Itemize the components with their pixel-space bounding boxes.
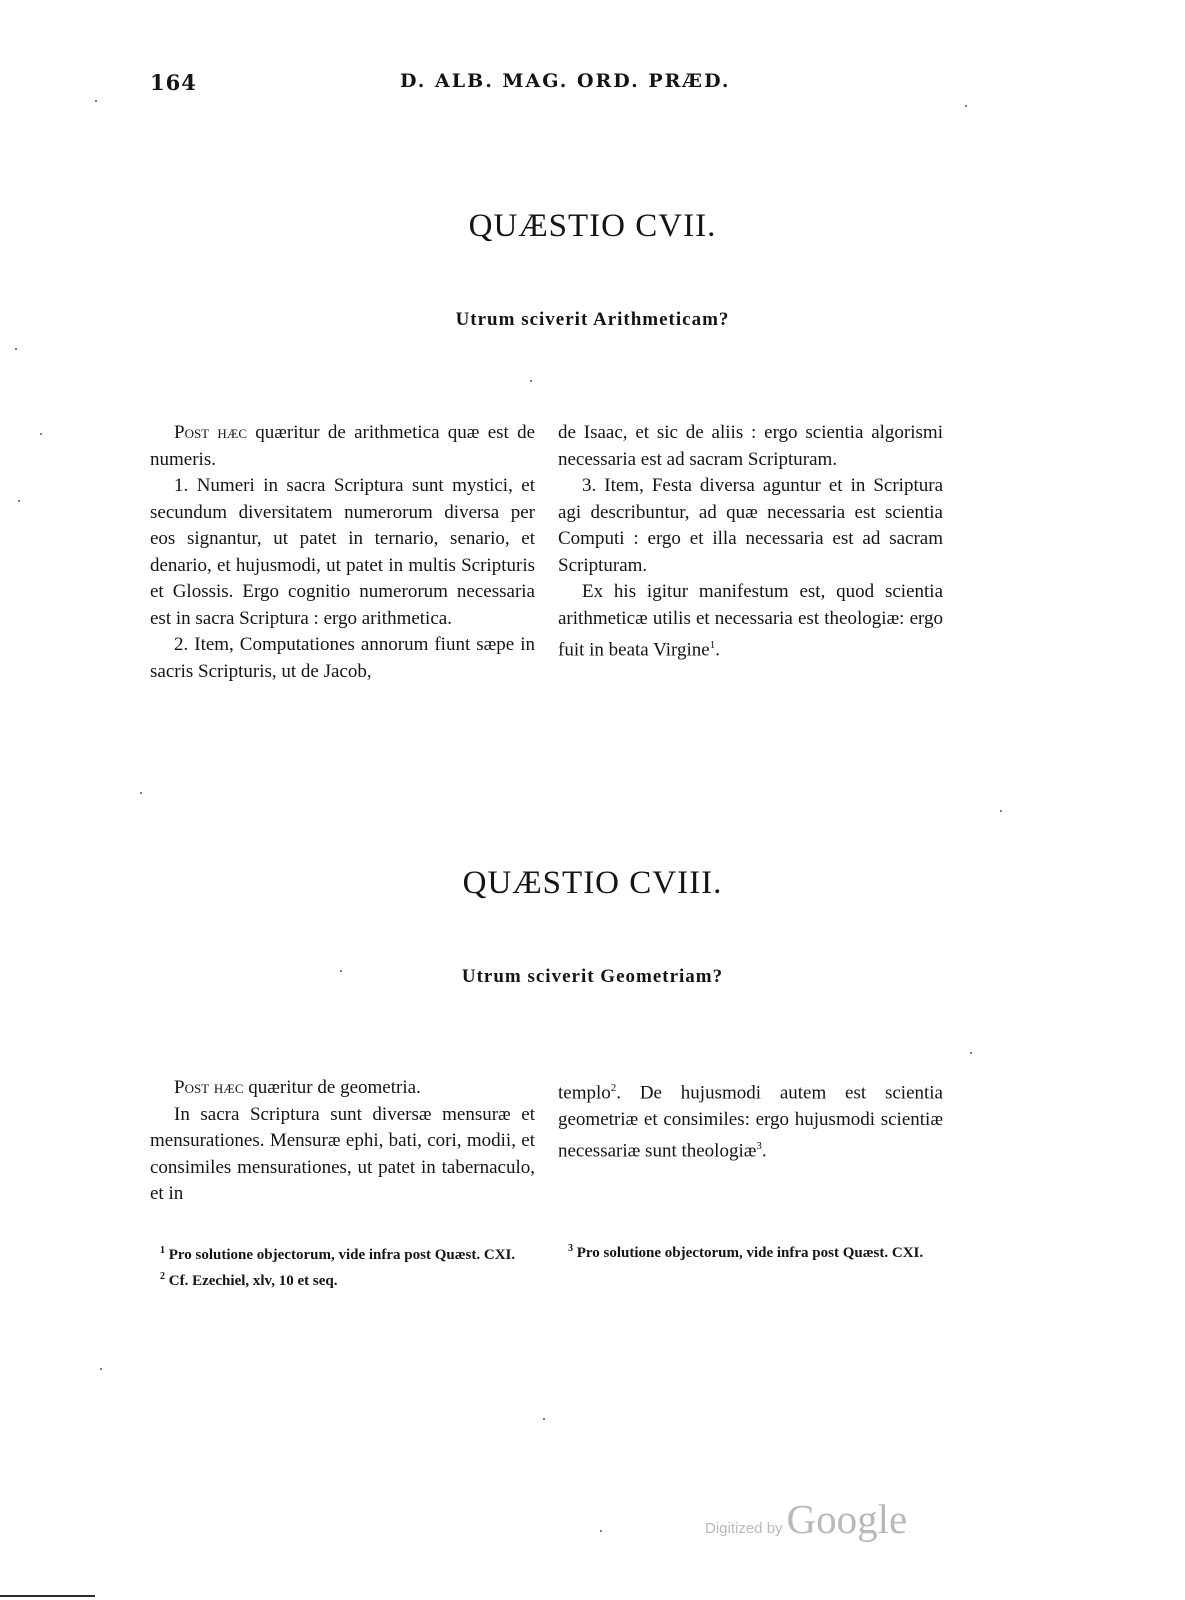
- watermark-small-text: Digitized by: [705, 1520, 783, 1537]
- q108-right-text-mid: . De hujusmodi autem est scientia geometriæ et consimiles: ergo hujusmodi scientiæ necessariæ sunt theologiæ: [558, 1082, 943, 1162]
- scan-speck: [965, 105, 967, 107]
- page-number: 164: [150, 70, 197, 95]
- scan-speck: [970, 1052, 972, 1054]
- scan-speck: [1000, 810, 1002, 812]
- q108-right-text-start: templo: [558, 1082, 611, 1104]
- q107-right-para-3-end: .: [715, 639, 720, 661]
- footnote-2-mark: 2: [160, 1271, 165, 1282]
- q108-right-text-end: .: [761, 1140, 767, 1162]
- scan-speck: [100, 1368, 102, 1370]
- footnote-ref-1: 1: [709, 639, 716, 651]
- scan-edge-line: [0, 1595, 95, 1597]
- footnote-3-text: Pro solutione objectorum, vide infra post Quæst. CXI.: [576, 1245, 924, 1261]
- q108-left-para-1: [150, 1075, 535, 1102]
- footnote-3: [558, 1238, 943, 1264]
- q107-right-para-2: 3. Item, Festa diversa aguntur et in Scriptura agi describuntur, ad quæ necessaria est scientia Computi : ergo et illa necessaria est ad sacram Scripturam.: [558, 475, 943, 576]
- q107-right-para-3-text: Ex his igitur manifestum est, quod scientia arithmeticæ utilis et necessaria est theologiæ: ergo fuit in beata Virgine: [558, 581, 943, 661]
- scan-speck: [340, 970, 342, 972]
- q107-right-para-3: [558, 579, 943, 664]
- q108-left-column: [150, 1075, 535, 1208]
- scan-speck: [18, 500, 20, 502]
- footnote-2: [150, 1266, 535, 1292]
- footnote-ref-3: 3: [756, 1140, 762, 1153]
- q107-left-lead: Post hæc: [174, 422, 247, 443]
- scan-speck: [40, 433, 42, 435]
- q108-left-para-2: In sacra Scriptura sunt diversæ mensuræ et mensurationes. Mensuræ ephi, bati, cori, modii, et consimiles mensurationes, ut patet in tabernaculo, et in: [150, 1103, 535, 1204]
- google-logo: Google: [786, 1496, 908, 1542]
- q108-left-para-1-text: quæritur de geometria.: [243, 1077, 421, 1098]
- q107-left-column: [150, 420, 535, 685]
- scan-speck: [600, 1530, 602, 1532]
- scan-speck: [543, 1418, 545, 1420]
- q108-right-column: [558, 1075, 943, 1165]
- q108-right-para-1: [558, 1075, 943, 1165]
- google-digitized-watermark: [705, 1495, 907, 1543]
- q108-left-lead: Post hæc: [174, 1077, 244, 1098]
- q107-right-para-1: de Isaac, et sic de aliis : ergo scientia algorismi necessaria est ad sacram Scripturam.: [558, 422, 943, 470]
- scan-speck: [530, 380, 532, 382]
- footnote-1-text: Pro solutione objectorum, vide infra post Quæst. CXI.: [168, 1247, 516, 1263]
- q107-left-para-1: [150, 420, 535, 473]
- footnote-2-text: Cf. Ezechiel, xlv, 10 et seq.: [168, 1273, 338, 1289]
- scan-speck: [15, 348, 17, 350]
- footnote-ref-2: 2: [610, 1082, 617, 1094]
- footnote-3-mark: 3: [568, 1243, 573, 1254]
- scan-speck: [95, 100, 97, 102]
- question-108-title: QUÆSTIO CVIII.: [462, 865, 723, 901]
- question-107-subtitle: Utrum sciverit Arithmeticam?: [455, 309, 730, 330]
- q107-left-para-2: 1. Numeri in sacra Scriptura sunt mystici, et secundum diversitatem numerorum diversa per eos signantur, ut patet in ternario, senario, et denario, et hujusmodi, ut patet in multis Scripturis et Glossis. Ergo cognitio numerorum necessaria est in sacra Scriptura : ergo arithmetica.: [150, 475, 535, 629]
- q107-right-column: [558, 420, 943, 664]
- footnote-1-mark: 1: [160, 1245, 165, 1256]
- scan-speck: [140, 792, 142, 794]
- footnotes-left: [150, 1240, 535, 1292]
- q107-left-para-1-text: quæritur de arithmetica quæ est de numeris.: [150, 422, 535, 470]
- q107-left-para-3: 2. Item, Computationes annorum fiunt sæpe in sacris Scripturis, ut de Jacob,: [150, 634, 535, 682]
- question-107-title: QUÆSTIO CVII.: [468, 208, 717, 244]
- question-108-subtitle: Utrum sciverit Geometriam?: [461, 966, 724, 987]
- footnote-1: [150, 1240, 535, 1266]
- running-title: D. ALB. MAG. ORD. PRÆD.: [400, 70, 731, 92]
- footnotes-right: [558, 1238, 943, 1264]
